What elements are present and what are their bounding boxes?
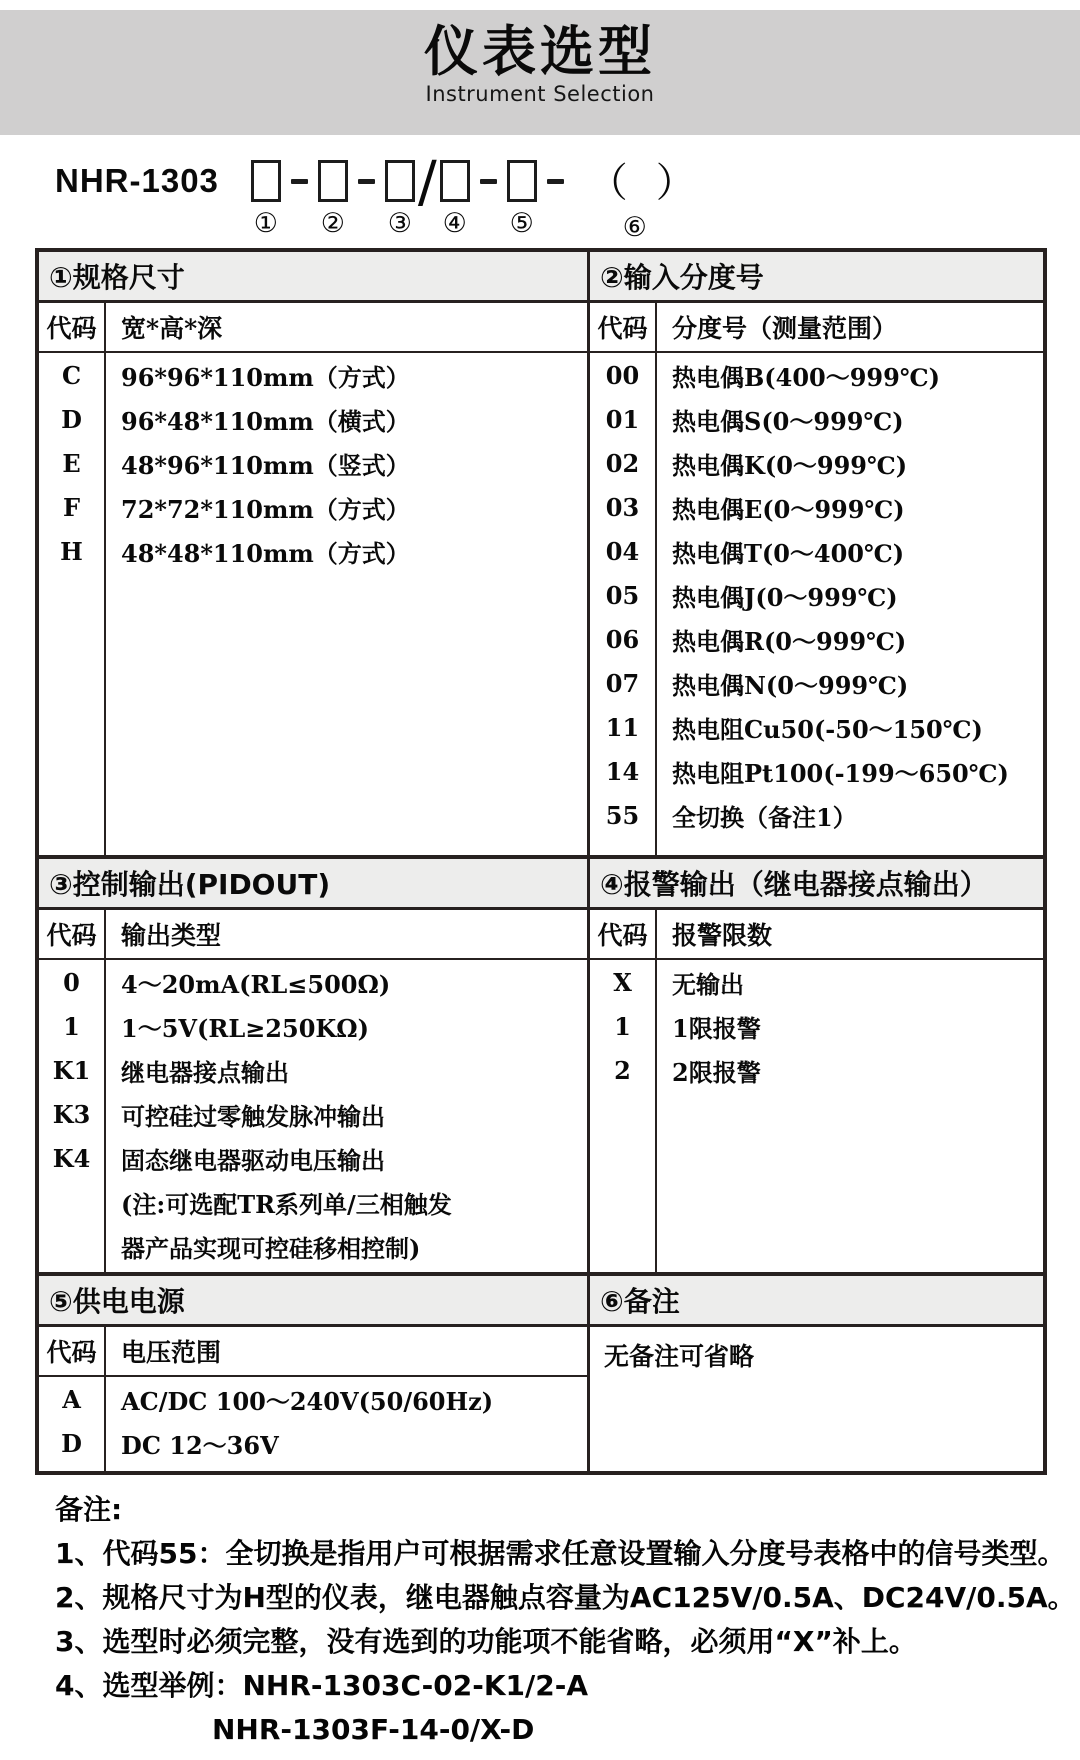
value-cell: 4～20mA(RL≤500Ω) [121,969,391,999]
model-segment-3 [385,160,415,239]
section-alarm-output-title: ④报警输出（继电器接点输出） [590,859,1043,910]
footnotes [55,1493,1076,1760]
value-cell: 1限报警 [672,1013,761,1043]
value-column [106,1377,587,1471]
value-cell: 热电阻Cu50(-50～150℃) [672,714,983,744]
value-cell: DC 12～36V [121,1430,279,1460]
footnotes-list [55,1537,1076,1702]
value-column [657,353,1043,855]
value-column [106,353,587,855]
value-cell: 热电偶B(400～999℃) [672,362,940,392]
value-cell: 热电偶E(0～999℃) [672,494,905,524]
position-number-6: ⑥ [622,212,647,243]
dash-separator [291,179,308,184]
value-cell: 48*48*110mm（方式） [121,538,410,568]
value-cell: (注:可选配TR系列单/三相触发 [121,1189,452,1219]
code-cell: 03 [605,492,640,522]
section-dimensions-column-header [39,303,587,353]
paren-open: （ [587,160,628,206]
value-cell: 72*72*110mm（方式） [121,494,410,524]
position-number-2: ② [320,208,346,239]
position-number-1: ① [253,208,279,239]
model-code-line [55,150,696,243]
value-cell: 可控硅过零触发脉冲输出 [121,1101,385,1131]
section-alarm-output-column-header [590,910,1043,960]
dash-separator [547,179,564,184]
value-cell: 热电偶T(0～400℃) [672,538,905,568]
code-cell: 05 [605,580,640,610]
code-column-header: 代码 [39,910,106,958]
value-cell: 48*96*110mm（竖式） [121,450,410,480]
code-cell [39,1180,104,1224]
value-column [106,960,587,1272]
position-number-3: ③ [387,208,413,239]
section-input-graduation [590,252,1043,855]
value-cell: 热电偶J(0～999℃) [672,582,898,612]
code-box-2 [318,160,348,202]
code-cell: F [62,492,81,522]
code-column-header: 代码 [39,303,106,351]
section-input-graduation-title: ②输入分度号 [590,252,1043,303]
footnote-line: 1、代码55：全切换是指用户可根据需求任意设置输入分度号表格中的信号类型。 [55,1537,1066,1570]
code-cell: 55 [605,800,640,830]
model-segment-5 [507,160,537,239]
value-column-header: 输出类型 [121,921,222,950]
value-cell: 热电偶K(0～999℃) [672,450,908,480]
code-column [39,353,106,855]
value-cell: 固态继电器驱动电压输出 [121,1145,385,1175]
section-dimensions-title: ①规格尺寸 [39,252,587,303]
section-alarm-output [590,859,1043,1272]
selection-table [35,248,1047,1475]
code-cell: E [62,448,81,478]
code-column [39,960,106,1272]
table-band-1 [39,252,1043,855]
code-column-header: 代码 [590,303,657,351]
position-number-4: ④ [442,208,467,239]
section-remark-title: ⑥备注 [590,1276,1043,1327]
value-cell: 全切换（备注1） [672,802,857,832]
code-box-3 [385,160,415,202]
table-band-2 [39,855,1043,1272]
section-remark [590,1276,1043,1471]
model-segment-6 [574,160,696,243]
code-cell: 02 [605,448,640,478]
section-alarm-output-body [590,960,1043,1272]
footnote-line: 3、选型时必须完整，没有选到的功能项不能省略，必须用“X”补上。 [55,1625,917,1658]
value-cell: 1～5V(RL≥250KΩ) [121,1013,369,1043]
code-box-1 [251,160,281,202]
value-cell: 热电阻Pt100(-199～650℃) [672,758,1009,788]
value-cell: 器产品实现可控硅移相控制) [121,1233,421,1263]
code-cell: K4 [52,1143,91,1173]
page-title: 仪表选型 [424,20,656,83]
value-cell: 96*96*110mm（方式） [121,362,410,392]
value-cell: 热电偶N(0～999℃) [672,670,909,700]
code-column [39,1377,106,1471]
footnotes-heading: 备注: [55,1493,123,1526]
model-segment-4 [440,160,470,239]
code-cell: 04 [605,536,640,566]
code-box-4 [440,160,470,202]
code-cell: D [61,404,82,434]
section-input-graduation-column-header [590,303,1043,353]
section-dimensions-body [39,353,587,855]
section-power-supply-title: ⑤供电电源 [39,1276,587,1327]
code-column-header: 代码 [590,910,657,958]
code-cell: K1 [52,1055,91,1085]
value-cell: 96*48*110mm（横式） [121,406,410,436]
code-cell: 00 [605,360,640,390]
code-cell: 0 [63,967,80,997]
section-power-supply [39,1276,590,1471]
code-cell: 07 [605,668,640,698]
value-column-header: 宽*高*深 [121,314,223,343]
section-control-output [39,859,590,1272]
value-column-header: 报警限数 [672,921,773,950]
slash-separator: / [417,150,437,215]
value-cell: AC/DC 100～240V(50/60Hz) [121,1386,494,1416]
value-cell: 无输出 [672,969,744,999]
code-cell: X [613,967,632,997]
code-cell: K3 [52,1099,91,1129]
footnote-line: 4、选型举例：NHR-1303C-02-K1/2-A [55,1669,589,1702]
code-column [590,960,657,1272]
remark-note: 无备注可省略 [604,1342,755,1371]
position-number-5: ⑤ [509,208,534,239]
code-cell: 1 [63,1011,80,1041]
value-cell: 继电器接点输出 [121,1057,289,1087]
section-input-graduation-body [590,353,1043,855]
page-header-band [0,10,1080,135]
code-cell: 2 [614,1055,631,1085]
section-control-output-title: ③控制输出(PIDOUT) [39,859,587,910]
section-dimensions [39,252,590,855]
value-column [657,960,1043,1272]
section-power-supply-body [39,1377,587,1471]
code-cell: 14 [605,756,640,786]
code-cell: 06 [605,624,640,654]
model-segment-2 [318,160,348,239]
section-control-output-body [39,960,587,1272]
remark-parentheses [588,160,696,206]
dash-separator [480,179,497,184]
footnote-example-line2: NHR-1303F-14-0/X-D [212,1713,535,1746]
code-cell: D [61,1428,82,1458]
section-power-supply-column-header [39,1327,587,1377]
value-cell: 热电偶S(0～999℃) [672,406,904,436]
page-subtitle: Instrument Selection [425,82,655,106]
code-cell: C [61,360,82,390]
code-column [590,353,657,855]
code-cell: H [60,536,83,566]
code-cell: A [62,1384,81,1414]
model-segment-1 [251,160,281,239]
code-cell [39,1224,104,1268]
section-control-output-column-header [39,910,587,960]
code-column-header: 代码 [39,1327,106,1375]
dash-separator [358,179,375,184]
value-column-header: 电压范围 [121,1338,222,1367]
value-cell: 2限报警 [672,1057,761,1087]
code-box-5 [507,160,537,202]
value-column-header: 分度号（测量范围） [672,314,898,343]
code-cell: 1 [614,1011,631,1041]
table-band-3 [39,1272,1043,1471]
paren-close: ） [655,160,696,206]
footnote-line: 2、规格尺寸为H型的仪表，继电器触点容量为AC125V/0.5A、DC24V/0.5A。 [55,1581,1076,1614]
code-cell: 11 [605,712,640,742]
code-cell: 01 [605,404,640,434]
model-prefix: NHR-1303 [55,162,219,199]
value-cell: 热电偶R(0～999℃) [672,626,907,656]
